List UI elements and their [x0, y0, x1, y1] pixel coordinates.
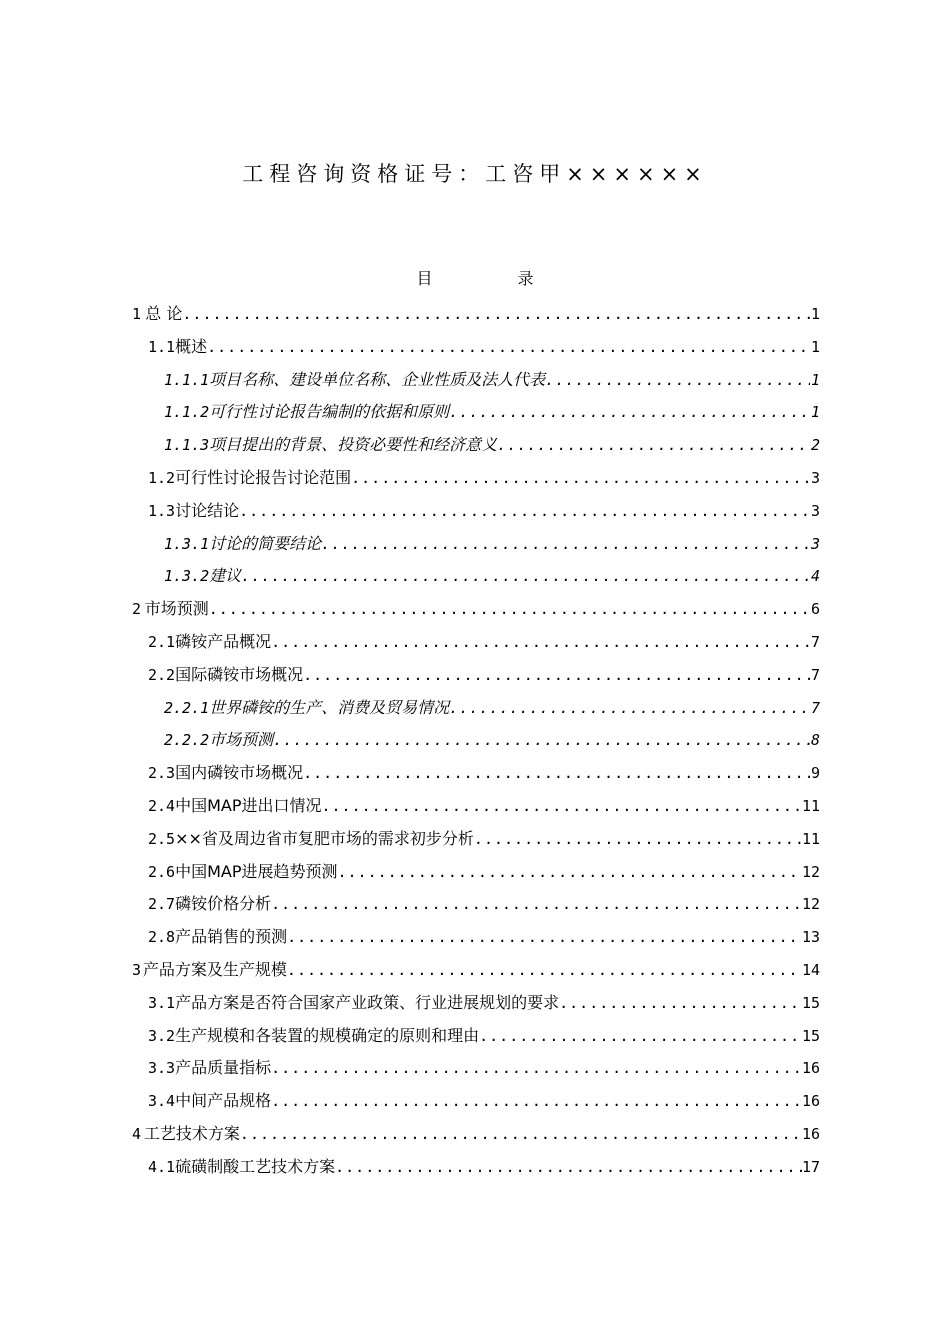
toc-entry-page: 13: [801, 928, 820, 947]
toc-leader-dots: [479, 1020, 802, 1053]
toc-entry-title: 磷铵产品概况: [175, 631, 272, 651]
toc-entry[interactable]: [132, 1052, 820, 1085]
toc-entry-number: 1.3.1: [164, 534, 210, 553]
toc-entry-page: 17: [801, 1157, 820, 1176]
toc-heading: 目 录: [416, 269, 574, 288]
toc-leader-dots: [449, 692, 810, 725]
toc-entry-page: 3: [810, 468, 820, 487]
toc-leader-dots: [207, 331, 810, 364]
toc-entry-number: 1.1.2: [164, 403, 210, 422]
toc-entry-title: 国内磷铵市场概况: [175, 763, 304, 783]
toc-entry-page: 7: [810, 665, 820, 684]
toc-leader-dots: [209, 593, 810, 626]
toc-entry-page: 2: [810, 436, 820, 455]
toc-entry-page: 7: [810, 632, 820, 651]
toc-entry-page: 14: [801, 960, 820, 979]
toc-leader-dots: [271, 1085, 802, 1118]
toc-entry-number: 2.4: [148, 796, 176, 815]
toc-entry[interactable]: [132, 560, 820, 593]
toc-entry[interactable]: [132, 626, 820, 659]
toc-entry-number: 1.3.2: [164, 567, 210, 586]
toc-entry[interactable]: [132, 429, 820, 462]
toc-leader-dots: [240, 1118, 802, 1151]
toc-entry-page: 12: [801, 895, 820, 914]
toc-entry-title: 中国MAP进出口情况: [175, 795, 322, 815]
toc-leader-dots: [271, 1052, 802, 1085]
toc-entry-title: 可行性讨论报告讨论范围: [175, 467, 352, 487]
toc-leader-dots: [273, 724, 810, 757]
toc-entry-page: 16: [801, 1059, 820, 1078]
toc-entry[interactable]: [132, 757, 820, 790]
toc-entry-title: 总 论: [145, 304, 183, 323]
toc-entry-number: 2.2.1: [164, 698, 210, 717]
toc-leader-dots: [545, 364, 810, 397]
toc-entry[interactable]: [132, 724, 820, 757]
toc-entry-number: 2: [132, 600, 142, 619]
toc-leader-dots: [271, 888, 802, 921]
toc-entry[interactable]: [132, 1118, 820, 1151]
toc-entry-number: 2.1: [148, 632, 176, 651]
toc-entry[interactable]: [132, 364, 820, 397]
toc-entry-page: 16: [801, 1092, 820, 1111]
table-of-contents: [132, 298, 820, 1184]
toc-entry-page: 1: [810, 337, 820, 356]
toc-leader-dots: [303, 659, 810, 692]
toc-entry-number: 1.1: [148, 337, 176, 356]
toc-entry-page: 1: [810, 305, 820, 323]
toc-entry-page: 11: [801, 829, 820, 848]
toc-entry-number: 3.1: [148, 993, 176, 1012]
toc-entry-title: 磷铵价格分析: [175, 894, 272, 914]
toc-entry[interactable]: [132, 396, 820, 429]
toc-entry-number: 3.4: [148, 1092, 176, 1111]
toc-leader-dots: [338, 856, 802, 889]
toc-entry[interactable]: [132, 954, 820, 987]
toc-entry-title: 市场预测: [144, 599, 209, 619]
toc-entry-title: 市场预测: [209, 730, 274, 750]
toc-leader-dots: [351, 462, 810, 495]
toc-entry[interactable]: [132, 790, 820, 823]
toc-entry-number: 4.1: [148, 1157, 176, 1176]
toc-entry-number: 2.7: [148, 895, 176, 914]
toc-leader-dots: [559, 987, 802, 1020]
toc-entry-page: 7: [810, 698, 820, 717]
toc-entry-title: 工艺技术方案: [143, 1123, 240, 1143]
toc-leader-dots: [287, 954, 802, 987]
toc-leader-dots: [239, 495, 810, 528]
toc-entry-title: 国际磷铵市场概况: [175, 664, 304, 684]
toc-entry[interactable]: [132, 659, 820, 692]
toc-entry[interactable]: [132, 298, 820, 331]
toc-entry[interactable]: [132, 888, 820, 921]
toc-entry[interactable]: [132, 1085, 820, 1118]
toc-entry[interactable]: [132, 331, 820, 364]
toc-entry-page: 3: [810, 534, 820, 553]
toc-entry[interactable]: [132, 462, 820, 495]
toc-leader-dots: [271, 626, 810, 659]
toc-entry-number: 2.3: [148, 764, 176, 783]
toc-entry[interactable]: [132, 1151, 820, 1184]
toc-entry-title: 硫磺制酸工艺技术方案: [175, 1156, 336, 1176]
toc-entry-number: 2.2: [148, 665, 176, 684]
toc-entry-title: 中间产品规格: [175, 1091, 272, 1111]
toc-entry-number: 3: [132, 960, 142, 979]
toc-entry-number: 3.3: [148, 1059, 176, 1078]
toc-entry-title: 中国MAP进展趋势预测: [175, 861, 338, 881]
toc-entry-number: 1.3: [148, 501, 176, 520]
toc-entry-title: 项目提出的背景、投资必要性和经济意义: [209, 435, 498, 455]
toc-leader-dots: [497, 429, 810, 462]
toc-entry-number: 4: [132, 1124, 142, 1143]
toc-entry-page: 6: [810, 600, 820, 619]
toc-entry-title: 讨论结论: [175, 500, 240, 520]
toc-leader-dots: [474, 823, 802, 856]
toc-entry-page: 9: [810, 764, 820, 783]
toc-entry-page: 16: [801, 1124, 820, 1143]
toc-leader-dots: [335, 1151, 802, 1184]
toc-entry-number: 1.2: [148, 468, 176, 487]
toc-entry[interactable]: [132, 987, 820, 1020]
toc-entry-title: 产品方案及生产规模: [142, 959, 287, 979]
toc-entry-page: 3: [810, 501, 820, 520]
toc-leader-dots: [449, 396, 810, 429]
toc-entry-title: 讨论的简要结论: [209, 533, 322, 553]
toc-entry-number: 2.5: [148, 829, 176, 848]
toc-entry-title: 产品方案是否符合国家产业政策、行业进展规划的要求: [175, 992, 560, 1012]
toc-entry-number: 2.6: [148, 862, 176, 881]
toc-entry[interactable]: [132, 921, 820, 954]
toc-entry-number: 2.2.2: [164, 731, 210, 750]
toc-entry-title: ××省及周边省市复肥市场的需求初步分析: [175, 828, 474, 848]
certificate-number: 工程咨询资格证号：工咨甲××××××: [242, 162, 708, 186]
toc-entry-title: 世界磷铵的生产、消费及贸易情况: [209, 697, 450, 717]
toc-leader-dots: [287, 921, 802, 954]
toc-entry-page: 1: [810, 370, 820, 389]
toc-entry-title: 建议: [209, 566, 242, 586]
toc-leader-dots: [322, 790, 802, 823]
toc-entry-page: 15: [801, 993, 820, 1012]
toc-leader-dots: [182, 298, 810, 331]
toc-entry[interactable]: [132, 823, 820, 856]
toc-entry-number: 2.8: [148, 928, 176, 947]
toc-entry[interactable]: [132, 856, 820, 889]
toc-entry-number: 1: [132, 305, 142, 323]
toc-entry[interactable]: [132, 495, 820, 528]
toc-entry-page: 11: [801, 796, 820, 815]
toc-leader-dots: [303, 757, 810, 790]
toc-entry-page: 1: [810, 403, 820, 422]
toc-entry-title: 可行性讨论报告编制的依据和原则: [209, 402, 450, 422]
toc-entry-title: 项目名称、建设单位名称、企业性质及法人代表: [209, 369, 546, 389]
toc-leader-dots: [321, 528, 810, 561]
toc-entry-page: 12: [801, 862, 820, 881]
toc-entry-title: 生产规模和各装置的规模确定的原则和理由: [175, 1025, 480, 1045]
toc-entry-title: 产品销售的预测: [175, 927, 288, 947]
toc-entry-number: 1.1.1: [164, 370, 210, 389]
toc-entry-number: 1.1.3: [164, 436, 210, 455]
toc-entry-title: 产品质量指标: [175, 1058, 272, 1078]
toc-entry-page: 15: [801, 1026, 820, 1045]
toc-entry-page: 4: [810, 567, 820, 586]
toc-entry[interactable]: [132, 692, 820, 725]
toc-entry-page: 8: [810, 731, 820, 750]
toc-entry-title: 概述: [175, 336, 208, 356]
toc-entry[interactable]: [132, 528, 820, 561]
toc-entry[interactable]: [132, 593, 820, 626]
toc-leader-dots: [241, 560, 810, 593]
toc-entry[interactable]: [132, 1020, 820, 1053]
toc-entry-number: 3.2: [148, 1026, 176, 1045]
